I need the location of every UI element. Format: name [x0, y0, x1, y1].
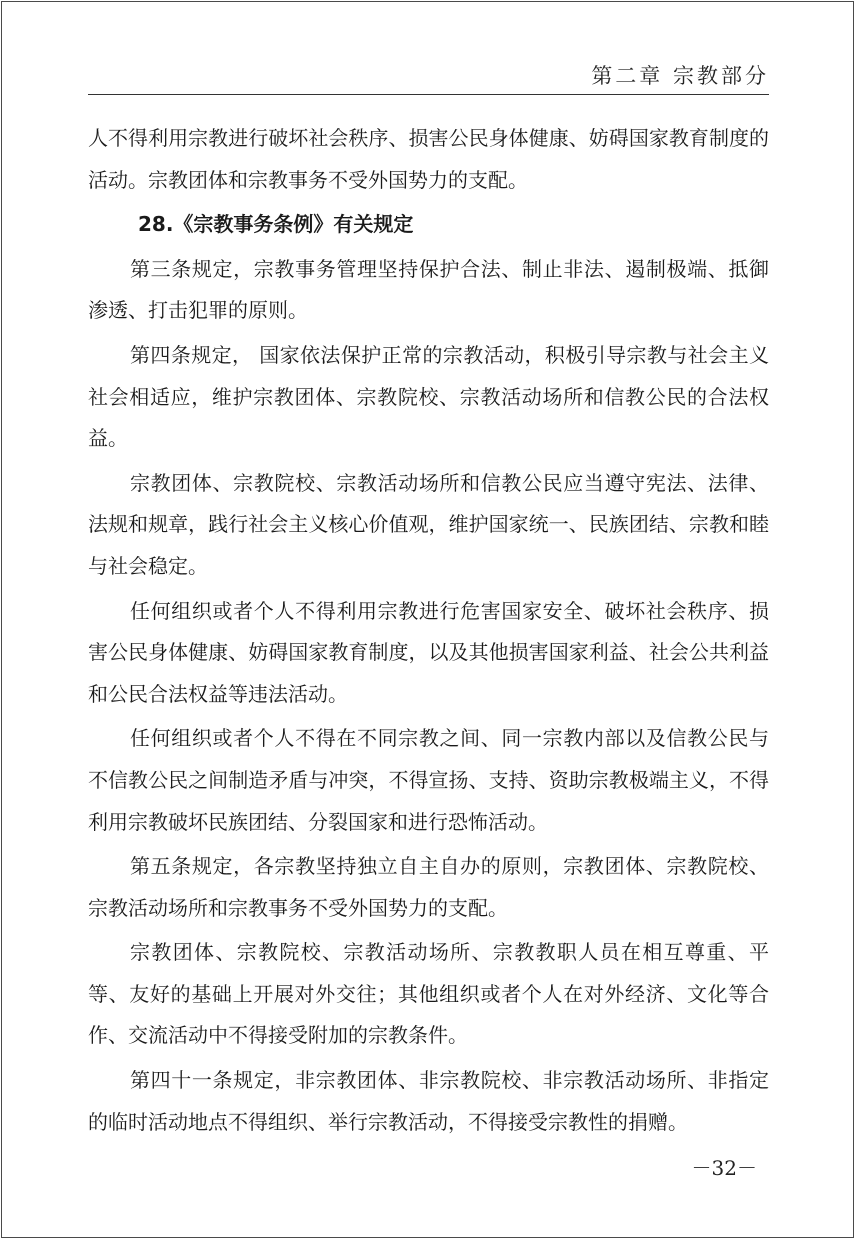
- paragraph-article-4-obligations: 宗教团体、宗教院校、宗教活动场所和信教公民应当遵守宪法、法律、法规和规章，践行社会主义核心价值观，维护国家统一、民族团结、宗教和睦与社会稳定。: [88, 470, 769, 578]
- running-header: 第二章 宗教部分: [591, 64, 769, 88]
- page-body: [88, 118, 769, 1146]
- paragraph-article-4-prohibitions: 任何组织或者个人不得利用宗教进行危害国家安全、破坏社会秩序、损害公民身体健康、妨碍国家教育制度，以及其他损害国家利益、社会公共利益和公民合法权益等违法活动。: [88, 598, 769, 706]
- paragraph-article-5: 第五条规定，各宗教坚持独立自主自办的原则，宗教团体、宗教院校、宗教活动场所和宗教事务不受外国势力的支配。: [88, 854, 769, 920]
- intro-paragraph: 人不得利用宗教进行破坏社会秩序、损害公民身体健康、妨碍国家教育制度的活动。宗教团体和宗教事务不受外国势力的支配。: [88, 126, 769, 192]
- section-heading: 28.《宗教事务条例》有关规定: [138, 212, 414, 237]
- paragraph-article-41: 第四十一条规定，非宗教团体、非宗教院校、非宗教活动场所、非指定的临时活动地点不得组织、举行宗教活动，不得接受宗教性的捐赠。: [88, 1068, 769, 1134]
- paragraph-article-4-conflicts: 任何组织或者个人不得在不同宗教之间、同一宗教内部以及信教公民与不信教公民之间制造矛盾与冲突，不得宣扬、支持、资助宗教极端主义，不得利用宗教破坏民族团结、分裂国家和进行恐怖活动。: [88, 726, 769, 834]
- paragraph-article-3: 第三条规定，宗教事务管理坚持保护合法、制止非法、遏制极端、抵御渗透、打击犯罪的原则。: [88, 256, 769, 323]
- header-divider: [88, 94, 769, 95]
- paragraph-article-5-exchanges: 宗教团体、宗教院校、宗教活动场所、宗教教职人员在相互尊重、平等、友好的基础上开展对外交往；其他组织或者个人在对外经济、文化等合作、交流活动中不得接受附加的宗教条件。: [88, 940, 769, 1048]
- page-number: －32－: [691, 1156, 757, 1180]
- paragraph-article-4: 第四条规定， 国家依法保护正常的宗教活动，积极引导宗教与社会主义社会相适应，维护宗教团体、宗教院校、宗教活动场所和信教公民的合法权益。: [88, 342, 769, 451]
